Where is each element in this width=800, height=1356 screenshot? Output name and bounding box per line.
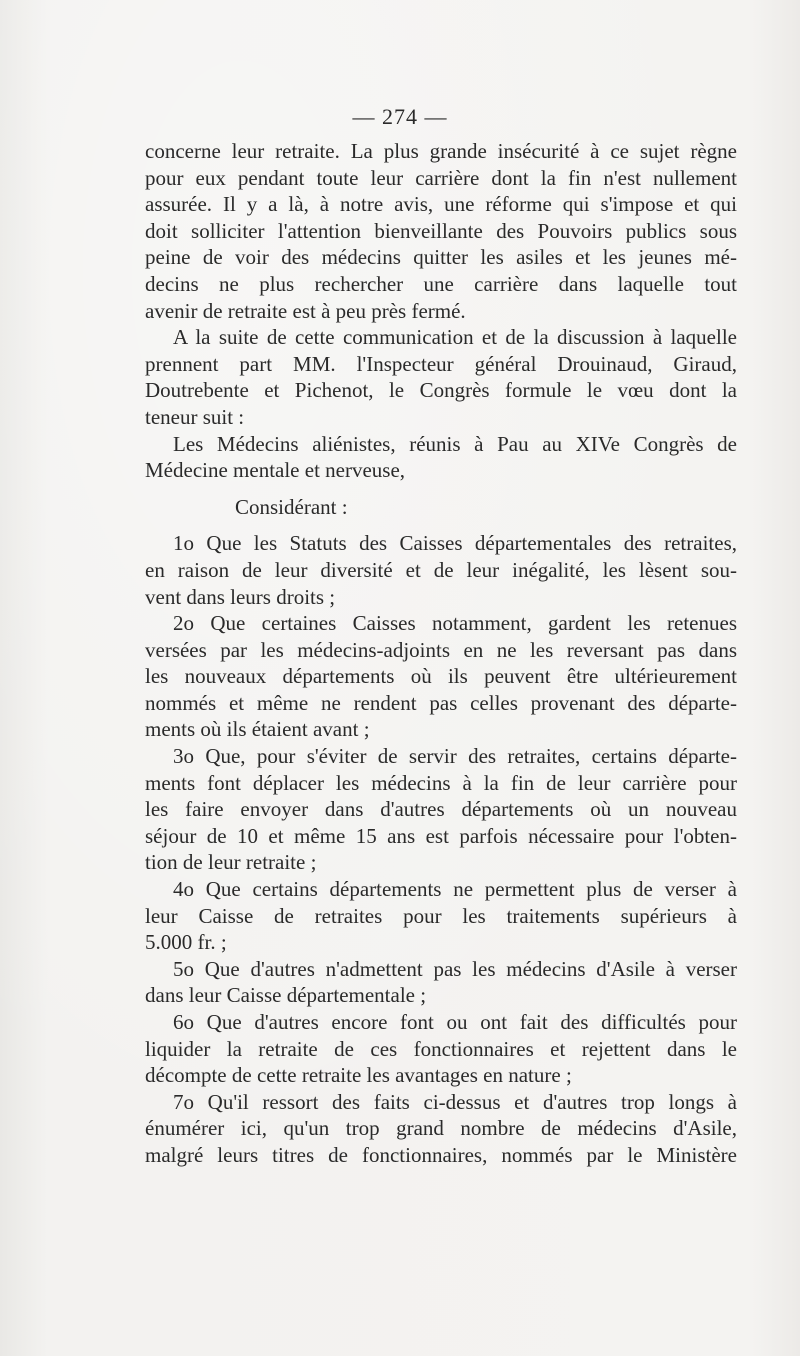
- text-line: 3o Que, pour s'éviter de servir des retraites, certains départe-: [173, 744, 737, 769]
- text-line: malgré leurs titres de fonctionnaires, nommés par le Ministère: [145, 1142, 737, 1167]
- text-line: prennent part MM. l'Inspecteur général Drouinaud, Giraud,: [145, 351, 737, 376]
- text-line: 5o Que d'autres n'admettent pas les médecins d'Asile à verser: [173, 956, 737, 981]
- text-line: pour eux pendant toute leur carrière dont la fin n'est nullement: [145, 165, 737, 190]
- text-line: les nouveaux départements où ils peuvent être ultérieurement: [145, 664, 737, 689]
- body-text: [145, 138, 737, 1169]
- text-line: 7o Qu'il ressort des faits ci-dessus et d'autres trop longs à: [173, 1089, 737, 1114]
- text-line: énumérer ici, qu'un trop grand nombre de médecins d'Asile,: [145, 1116, 737, 1141]
- text-line: doit solliciter l'attention bienveillante des Pouvoirs publics sous: [145, 218, 737, 243]
- text-line: 5.000 fr. ;: [145, 930, 227, 955]
- text-line: vent dans leurs droits ;: [145, 584, 336, 609]
- text-line: dans leur Caisse départementale ;: [145, 983, 427, 1008]
- text-line: A la suite de cette communication et de la discussion à laquelle: [173, 325, 737, 350]
- text-line: nommés et même ne rendent pas celles provenant des départe-: [145, 690, 737, 715]
- text-line: tion de leur retraite ;: [145, 850, 317, 875]
- text-line: peine de voir des médecins quitter les asiles et les jeunes mé-: [145, 245, 737, 270]
- text-line: Considérant :: [235, 494, 348, 519]
- text-line: 4o Que certains départements ne permettent plus de verser à: [173, 877, 737, 902]
- text-line: 6o Que d'autres encore font ou ont fait des difficultés pour: [173, 1010, 737, 1034]
- text-line: 2o Que certaines Caisses notamment, gardent les retenues: [173, 611, 737, 636]
- text-line: liquider la retraite de ces fonctionnaires et rejettent dans le: [145, 1036, 737, 1061]
- text-line: decins ne plus rechercher une carrière dans laquelle tout: [145, 271, 737, 296]
- text-line: teneur suit :: [145, 404, 245, 429]
- text-line: ments font déplacer les médecins à la fin de leur carrière pour: [145, 770, 737, 795]
- text-line: en raison de leur diversité et de leur inégalité, les lèsent sou-: [145, 557, 737, 582]
- text-line: assurée. Il y a là, à notre avis, une réforme qui s'impose et qui: [145, 192, 737, 217]
- text-line: séjour de 10 et même 15 ans est parfois nécessaire pour l'obten-: [145, 823, 737, 848]
- text-line: concerne leur retraite. La plus grande insécurité à ce sujet règne: [145, 139, 737, 163]
- text-line: les faire envoyer dans d'autres départements où un nouveau: [145, 797, 737, 822]
- text-line: Les Médecins aliénistes, réunis à Pau au XIVe Congrès de: [173, 431, 737, 456]
- text-line: Doutrebente et Pichenot, le Congrès formule le vœu dont la: [145, 378, 737, 403]
- text-line: Médecine mentale et nerveuse,: [145, 458, 406, 483]
- page-number: — 274 —: [352, 104, 448, 129]
- text-line: décompte de cette retraite les avantages en nature ;: [145, 1063, 572, 1088]
- text-line: versées par les médecins-adjoints en ne les reversant pas dans: [145, 637, 737, 662]
- text-line: avenir de retraite est à peu près fermé.: [145, 298, 466, 323]
- text-line: ments où ils étaient avant ;: [145, 717, 370, 742]
- text-line: 1o Que les Statuts des Caisses départementales des retraites,: [173, 531, 737, 556]
- text-line: leur Caisse de retraites pour les traitements supérieurs à: [145, 903, 737, 928]
